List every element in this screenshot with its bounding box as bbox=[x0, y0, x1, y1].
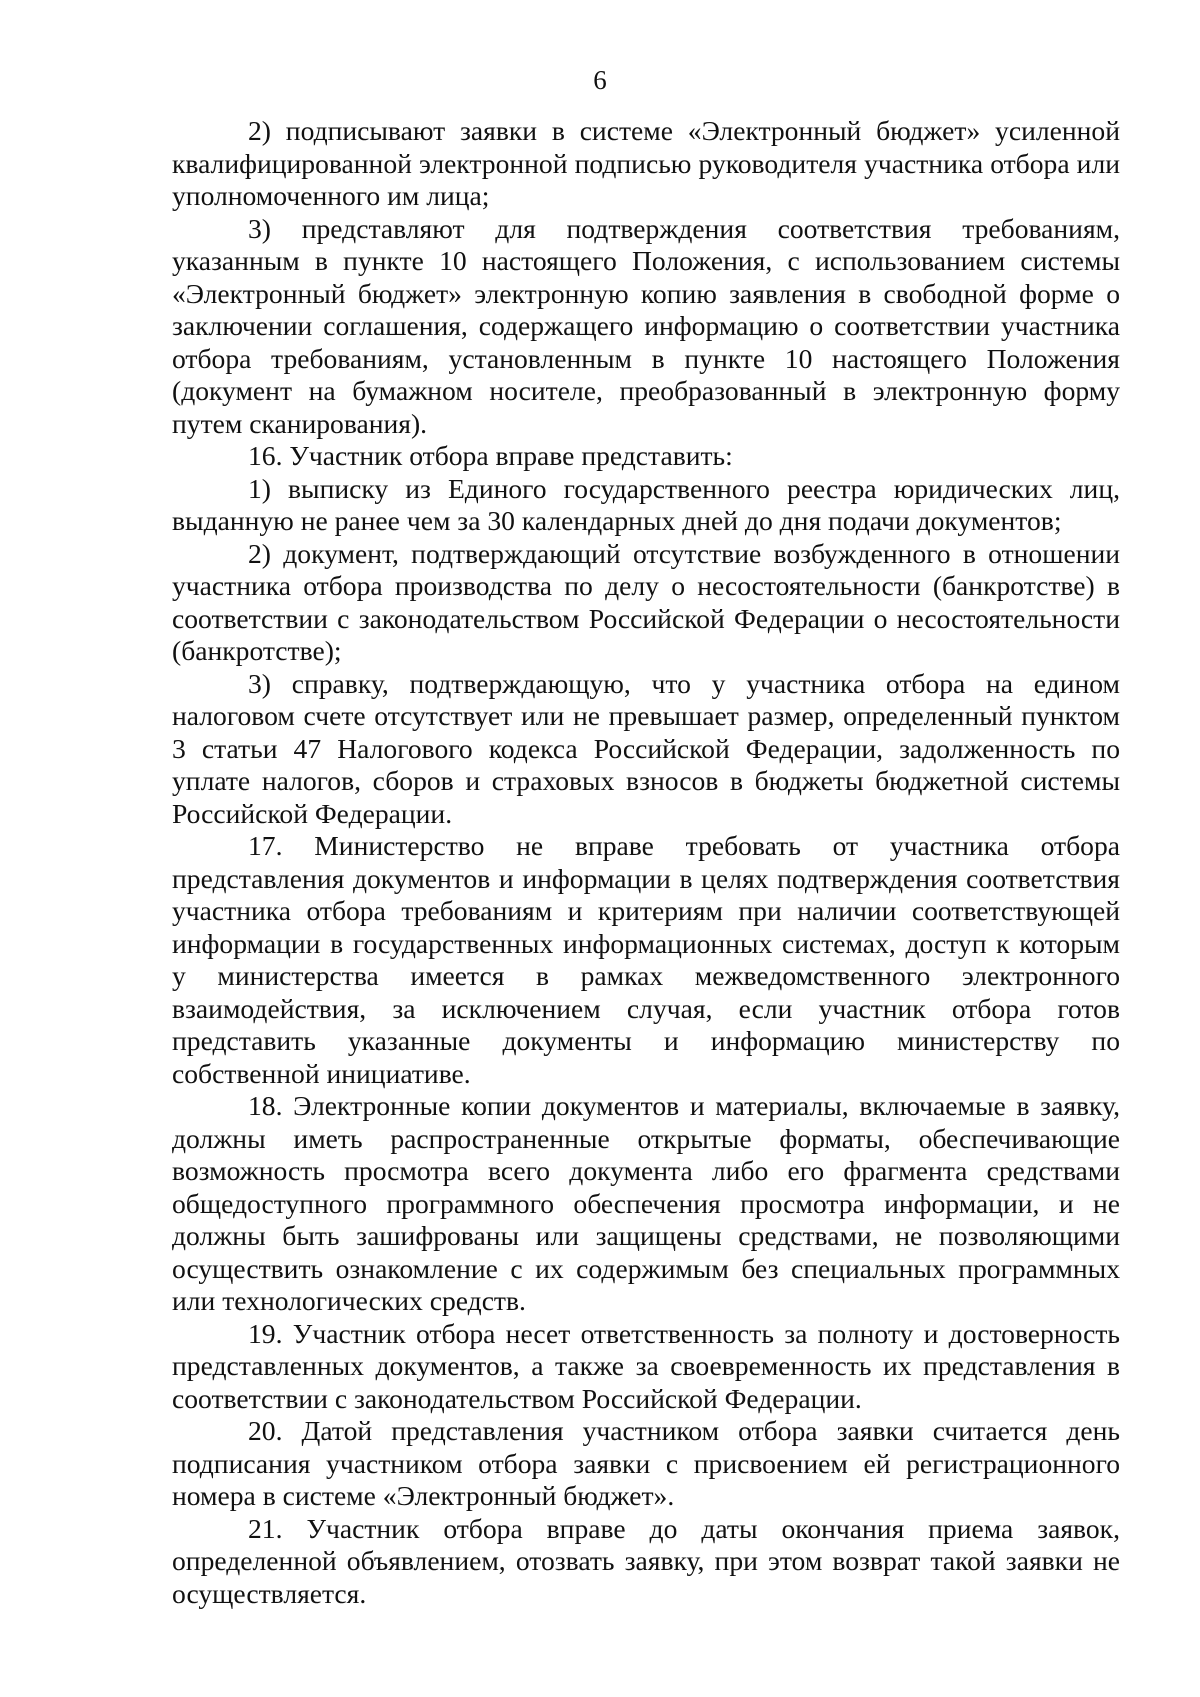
page-number: 6 bbox=[593, 65, 607, 95]
paragraph-16-2: 2) документ, подтверждающий отсутствие возбужденного в отношении участника отбора производства по делу о несостоятельности (банкротстве) в соответствии с законодательством Российской Федерации о несостоятельности (банкротстве); bbox=[172, 537, 1120, 666]
paragraph-16: 16. Участник отбора вправе представить: bbox=[248, 440, 733, 471]
paragraph-18: 18. Электронные копии документов и материалы, включаемые в заявку, должны иметь распространенные открытые форматы, обеспечивающие возможность просмотра всего документа либо его фрагмента средствами общедоступного программного обеспечения просмотра информации, и не должны быть зашифрованы или защищены средствами, не позволяющими осуществить ознакомление с их содержимым без специальных программных или технологических средств. bbox=[172, 1090, 1120, 1316]
paragraph-15-3: 3) представляют для подтверждения соответствия требованиям, указанным в пункте 10 настоящего Положения, с использованием системы «Электронный бюджет» электронную копию заявления в свободной форме о заключении соглашения, содержащего информацию о соответствии участника отбора требованиям, установленным в пункте 10 настоящего Положения (документ на бумажном носителе, преобразованный в электронную форму путем сканирования). bbox=[172, 212, 1120, 439]
document-body bbox=[172, 115, 1120, 1610]
paragraph-16-1: 1) выписку из Единого государственного реестра юридических лиц, выданную не ранее чем за 30 календарных дней до дня подачи документов; bbox=[172, 472, 1120, 536]
paragraph-15-2: 2) подписывают заявки в системе «Электронный бюджет» усиленной квалифицированной электронной подписью руководителя участника отбора или уполномоченного им лица; bbox=[172, 115, 1120, 211]
paragraph-20: 20. Датой представления участником отбора заявки считается день подписания участником отбора заявки с присвоением ей регистрационного номера в системе «Электронный бюджет». bbox=[172, 1415, 1120, 1511]
paragraph-16-3: 3) справку, подтверждающую, что у участника отбора на едином налоговом счете отсутствует или не превышает размер, определенный пунктом 3 статьи 47 Налогового кодекса Российской Федерации, задолженность по уплате налогов, сборов и страховых взносов в бюджеты бюджетной системы Российской Федерации. bbox=[172, 667, 1120, 829]
paragraph-19: 19. Участник отбора несет ответственность за полноту и достоверность представленных документов, а также за своевременность их представления в соответствии с законодательством Российской Федерации. bbox=[172, 1317, 1120, 1414]
paragraph-21: 21. Участник отбора вправе до даты окончания приема заявок, определенной объявлением, отозвать заявку, при этом возврат такой заявки не осуществляется. bbox=[172, 1512, 1120, 1609]
paragraph-17: 17. Министерство не вправе требовать от участника отбора представления документов и информации в целях подтверждения соответствия участника отбора требованиям и критериям при наличии соответствующей информации в государственных информационных системах, доступ к которым у министерства имеется в рамках межведомственного электронного взаимодействия, за исключением случая, если участник отбора готов представить указанные документы и информацию министерству по собственной инициативе. bbox=[172, 830, 1120, 1089]
